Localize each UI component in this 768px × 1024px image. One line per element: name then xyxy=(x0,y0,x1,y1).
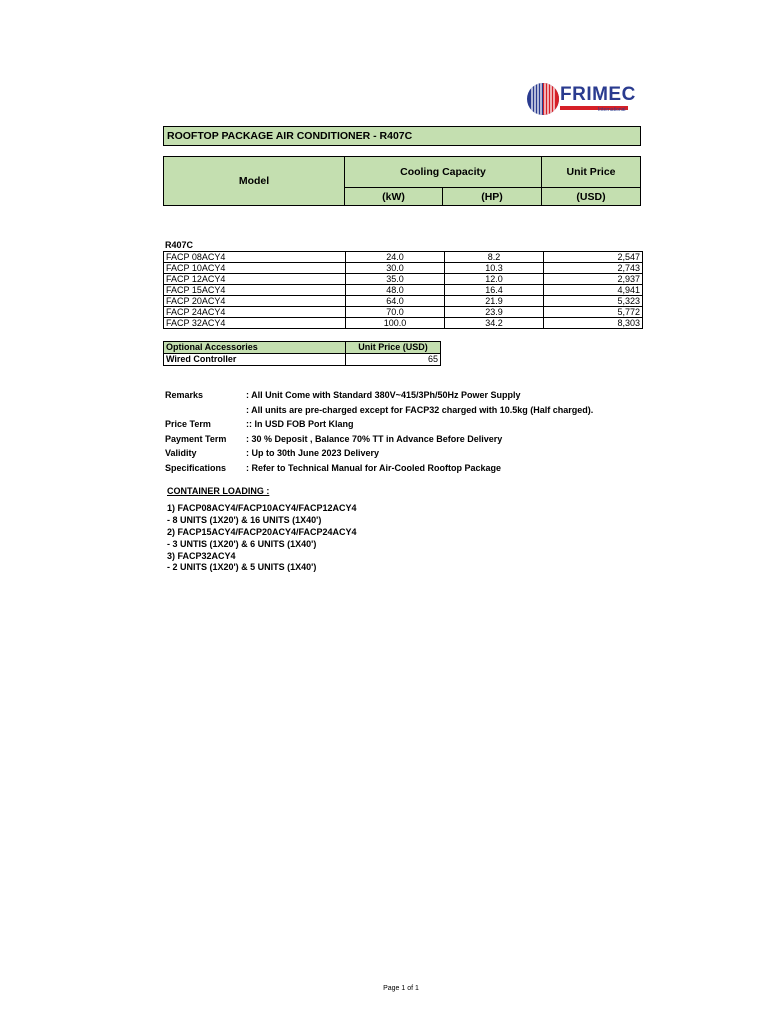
table-row xyxy=(164,296,643,307)
table-row xyxy=(164,274,643,285)
page-title: ROOFTOP PACKAGE AIR CONDITIONER - R407C xyxy=(163,126,641,146)
kw-cell: 35.0 xyxy=(346,274,445,285)
remark-value: : Refer to Technical Manual for Air-Cooled Rooftop Package xyxy=(246,462,502,473)
model-cell: FACP 12ACY4 xyxy=(164,274,346,285)
remark-label: Payment Term xyxy=(165,433,227,444)
table-row xyxy=(164,354,441,366)
header-kw: (kW) xyxy=(345,188,443,205)
table-row xyxy=(164,318,643,329)
price-cell: 2,937 xyxy=(544,274,643,285)
header-model: Model xyxy=(164,157,345,205)
table-row xyxy=(164,252,643,263)
frimec-logo-icon xyxy=(526,82,560,116)
model-cell: FACP 15ACY4 xyxy=(164,285,346,296)
header-hp: (HP) xyxy=(443,188,542,205)
hp-cell: 12.0 xyxy=(445,274,544,285)
kw-cell: 70.0 xyxy=(346,307,445,318)
kw-cell: 24.0 xyxy=(346,252,445,263)
container-loading-line: 2) FACP15ACY4/FACP20ACY4/FACP24ACY4 xyxy=(167,526,357,537)
model-cell: FACP 32ACY4 xyxy=(164,318,346,329)
logo-subtitle: International xyxy=(598,107,626,113)
price-table-header xyxy=(163,156,641,206)
container-loading-line: - 8 UNITS (1X20') & 16 UNITS (1X40') xyxy=(167,514,322,525)
hp-cell: 10.3 xyxy=(445,263,544,274)
container-loading-line: 3) FACP32ACY4 xyxy=(167,550,236,561)
container-loading-line: 1) FACP08ACY4/FACP10ACY4/FACP12ACY4 xyxy=(167,503,357,513)
table-row xyxy=(164,285,643,296)
price-cell: 2,547 xyxy=(544,252,643,263)
container-loading-block xyxy=(167,486,357,574)
model-cell: FACP 20ACY4 xyxy=(164,296,346,307)
table-row xyxy=(164,263,643,274)
header-usd: (USD) xyxy=(576,190,606,203)
price-cell: 5,323 xyxy=(544,296,643,307)
model-cell: FACP 24ACY4 xyxy=(164,307,346,318)
kw-cell: 48.0 xyxy=(346,285,445,296)
kw-cell: 64.0 xyxy=(346,296,445,307)
frimec-logo xyxy=(526,82,638,116)
remark-label: Validity xyxy=(165,448,197,459)
header-cooling-capacity: Cooling Capacity xyxy=(345,157,542,188)
container-loading-line: - 3 UNTIS (1X20') & 6 UNITS (1X40') xyxy=(167,538,317,549)
table-row xyxy=(164,307,643,318)
accessory-name: Wired Controller xyxy=(164,354,346,366)
logo-wordmark: FRIMEC xyxy=(560,84,636,105)
remark-label: Price Term xyxy=(165,419,211,430)
accessories-header-price: Unit Price (USD) xyxy=(346,342,441,354)
header-unit-price: Unit Price xyxy=(542,157,640,188)
model-cell: FACP 10ACY4 xyxy=(164,263,346,274)
remark-label: Specifications xyxy=(165,462,227,473)
price-cell: 4,941 xyxy=(544,285,643,296)
price-cell: 8,303 xyxy=(544,318,643,329)
remark-value: : All units are pre-charged except for FACP32 charged with 10.5kg (Half charged). xyxy=(246,404,594,415)
remark-value: : All Unit Come with Standard 380V~415/3Ph/50Hz Power Supply xyxy=(246,390,521,400)
price-cell: 2,743 xyxy=(544,263,643,274)
accessory-price: 65 xyxy=(346,354,441,366)
hp-cell: 16.4 xyxy=(445,285,544,296)
remark-label: Remarks xyxy=(165,390,204,400)
kw-cell: 30.0 xyxy=(346,263,445,274)
price-table xyxy=(163,251,643,329)
remark-value: :: In USD FOB Port Klang xyxy=(246,419,354,430)
price-cell: 5,772 xyxy=(544,307,643,318)
accessories-header-name: Optional Accessories xyxy=(164,342,346,354)
section-label: R407C xyxy=(165,240,194,250)
hp-cell: 23.9 xyxy=(445,307,544,318)
remark-value: : Up to 30th June 2023 Delivery xyxy=(246,448,380,459)
kw-cell: 100.0 xyxy=(346,318,445,329)
hp-cell: 34.2 xyxy=(445,318,544,329)
hp-cell: 21.9 xyxy=(445,296,544,307)
container-loading-title: CONTAINER LOADING : xyxy=(167,486,270,496)
accessories-header-row xyxy=(164,342,441,354)
remark-value: : 30 % Deposit , Balance 70% TT in Advance Before Delivery xyxy=(246,433,503,444)
container-loading-line: - 2 UNITS (1X20') & 5 UNITS (1X40') xyxy=(167,562,317,573)
model-cell: FACP 08ACY4 xyxy=(164,252,346,263)
accessories-table xyxy=(163,341,441,366)
page-number: Page 1 of 1 xyxy=(383,985,419,992)
hp-cell: 8.2 xyxy=(445,252,544,263)
